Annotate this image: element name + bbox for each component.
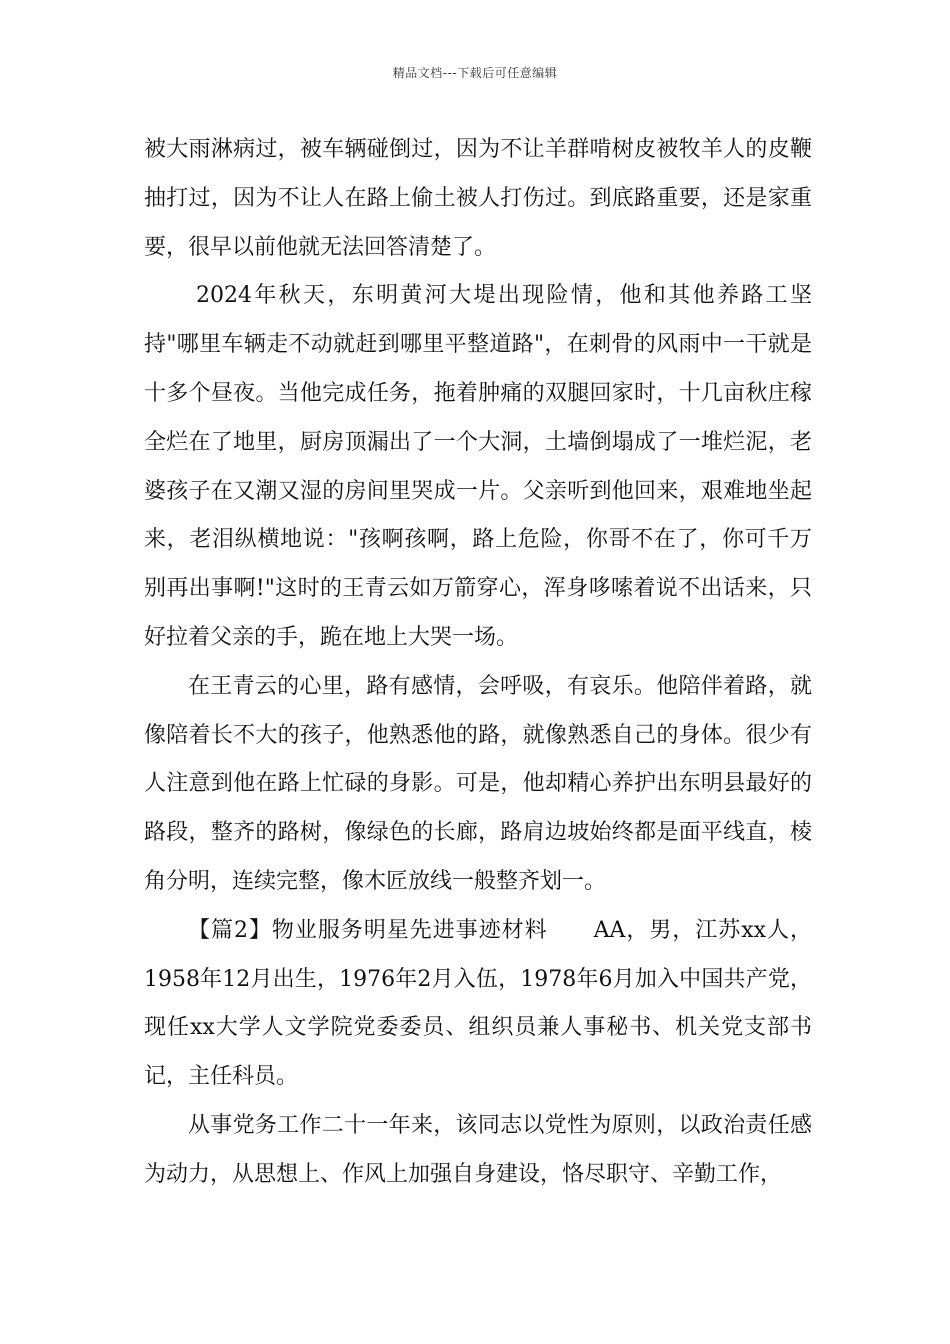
paragraph: 在王青云的心里，路有感情，会呼吸，有哀乐。他陪伴着路，就像陪着长不大的孩子，他熟悉他的路，就像熟悉自己的身体。很少有人注意到他在路上忙碌的身影。可是，他却精心养护出东明县最好的路段，整齐的路树，像绿色的长廊，路肩边坡始终都是面平线直，棱角分明，连续完整，像木匠放线一般整齐划一。 bbox=[144, 673, 812, 894]
paragraph: 【篇2】物业服务明星先进事迹材料 AA，男，江苏xx人，1958年12月出生，1976年2月入伍，1978年6月加入中国共产党，现任xx大学人文学院党委委员、组织员兼人事秘书、机关党支部书记，主任科员。 bbox=[144, 917, 812, 1090]
page-header: 精品文档---下载后可任意编辑 bbox=[392, 66, 558, 80]
paragraph: 被大雨淋病过，被车辆碰倒过，因为不让羊群啃树皮被牧羊人的皮鞭抽打过，因为不让人在路上偷土被人打伤过。到底路重要，还是家重要，很早以前他就无法回答清楚了。 bbox=[144, 137, 812, 260]
document-body bbox=[144, 126, 812, 1200]
paragraph: 2024年秋天，东明黄河大堤出现险情，他和其他养路工坚持"哪里车辆走不动就赶到哪里平整道路"，在刺骨的风雨中一干就是十多个昼夜。当他完成任务，拖着肿痛的双腿回家时，十几亩秋庄稼全烂在了地里，厨房顶漏出了一个大洞，土墙倒塌成了一堆烂泥，老婆孩子在又潮又湿的房间里哭成一片。父亲听到他回来，艰难地坐起来，老泪纵横地说："孩啊孩啊，路上危险，你哥不在了，你可千万别再出事啊!"这时的王青云如万箭穿心，浑身哆嗦着说不出话来，只好拉着父亲的手，跪在地上大哭一场。 bbox=[144, 283, 812, 650]
paragraph: 从事党务工作二十一年来，该同志以党性为原则，以政治责任感为动力，从思想上、作风上加强自身建设，恪尽职守、辛勤工作， bbox=[144, 1112, 812, 1187]
